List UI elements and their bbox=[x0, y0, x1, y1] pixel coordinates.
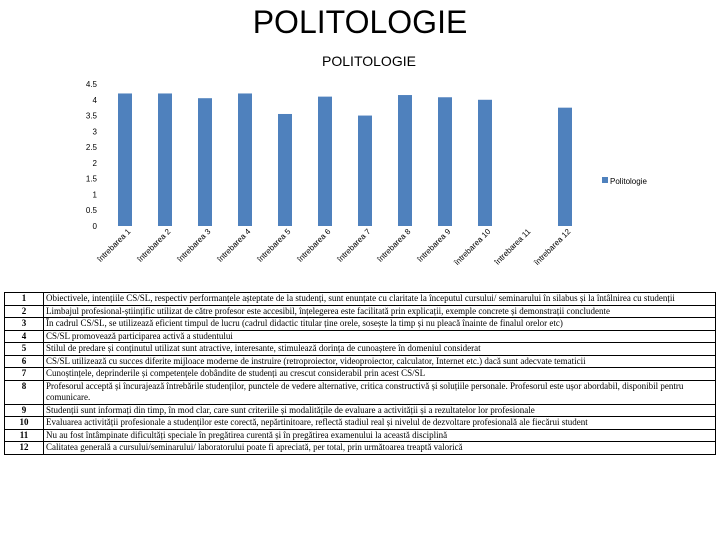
page-title: POLITOLOGIE bbox=[252, 4, 468, 40]
question-text: Profesorul acceptă și încurajează întrebările studenților, punctele de vedere alternative, critica constructivă și soluțiile personale. Profesorul este ușor abordabil, disponibil pentru comunicare. bbox=[44, 380, 716, 404]
question-number: 3 bbox=[5, 318, 44, 331]
x-tick-label: întrebarea 3 bbox=[175, 227, 213, 264]
table-row bbox=[5, 293, 716, 306]
x-axis-labels bbox=[95, 227, 573, 268]
legend-label: Politologie bbox=[610, 177, 647, 186]
question-number: 12 bbox=[5, 442, 44, 455]
question-number: 2 bbox=[5, 305, 44, 318]
bar bbox=[358, 116, 372, 226]
y-tick-label: 1 bbox=[92, 190, 97, 200]
table-row bbox=[5, 442, 716, 455]
x-tick-label: întrebarea 6 bbox=[295, 227, 333, 264]
question-text: Nu au fost întâmpinate dificultăți speciale în pregătirea curentă și în pregătirea examenului la această disciplină bbox=[44, 429, 716, 442]
x-tick-label: întrebarea 11 bbox=[492, 227, 533, 267]
table-row bbox=[5, 343, 716, 356]
y-tick-label: 1.5 bbox=[85, 174, 97, 184]
table-row bbox=[5, 355, 716, 368]
question-number: 5 bbox=[5, 343, 44, 356]
table-row bbox=[5, 368, 716, 381]
x-tick-label: întrebarea 8 bbox=[375, 227, 413, 264]
questions-table bbox=[4, 292, 716, 455]
bar bbox=[198, 98, 212, 226]
question-text: Calitatea generală a cursului/seminarului/ laboratorului poate fi apreciată, per total, prin următoarea treaptă valorică bbox=[44, 442, 716, 455]
question-text: Cunoștințele, deprinderile și competențele dobândite de studenți au crescut considerabil prin acest CS/SL bbox=[44, 368, 716, 381]
y-axis bbox=[86, 80, 98, 231]
x-tick-label: întrebarea 9 bbox=[415, 227, 453, 264]
question-text: Evaluarea activității profesionale a studenților este corectă, nepărtinitoare, reflectă stadiul real și nivelul de dezvoltare profesională ale fiecărui student bbox=[44, 417, 716, 430]
bar bbox=[118, 93, 132, 226]
question-number: 7 bbox=[5, 368, 44, 381]
question-text: CS/SL promovează participarea activă a studentului bbox=[44, 330, 716, 343]
y-tick-label: 0.5 bbox=[85, 206, 97, 216]
question-text: CS/SL utilizează cu succes diferite mijloace moderne de instruire (retroproiector, videoproiector, calculator, Internet etc.) dacă sunt adecvate tematicii bbox=[44, 355, 716, 368]
x-tick-label: întrebarea 1 bbox=[95, 227, 133, 264]
question-number: 4 bbox=[5, 330, 44, 343]
question-number: 9 bbox=[5, 404, 44, 417]
x-tick-label: întrebarea 5 bbox=[255, 227, 293, 264]
question-text: Obiectivele, intențiile CS/SL, respectiv performanțele așteptate de la studenți, sunt enunțate cu claritate la începutul cursului/ seminarului în silabus și la întâlnirea cu studenții bbox=[44, 293, 716, 306]
question-number: 11 bbox=[5, 429, 44, 442]
y-tick-label: 0 bbox=[92, 222, 97, 231]
bar bbox=[278, 114, 292, 226]
table-row bbox=[5, 330, 716, 343]
question-number: 10 bbox=[5, 417, 44, 430]
question-number: 1 bbox=[5, 293, 44, 306]
legend bbox=[602, 177, 647, 186]
question-number: 6 bbox=[5, 355, 44, 368]
table-row bbox=[5, 417, 716, 430]
bar bbox=[238, 93, 252, 226]
x-tick-label: întrebarea 7 bbox=[335, 227, 373, 264]
y-tick-label: 2.5 bbox=[85, 143, 97, 153]
table-row bbox=[5, 404, 716, 417]
question-text: Studenții sunt informați din timp, în mod clar, care sunt criteriile și modalitățile de evaluare a activității și a rezultatelor lor profesionale bbox=[44, 404, 716, 417]
bars bbox=[118, 93, 572, 226]
table-row bbox=[5, 318, 716, 331]
x-tick-label: întrebarea 10 bbox=[452, 227, 493, 268]
y-tick-label: 2 bbox=[92, 158, 97, 168]
y-tick-label: 3 bbox=[92, 127, 97, 137]
table-row bbox=[5, 380, 716, 404]
bar bbox=[478, 100, 492, 226]
question-text: Stilul de predare și conținutul utilizat sunt atractive, interesante, stimulează dorința de cunoaștere în domeniul considerat bbox=[44, 343, 716, 356]
bar bbox=[398, 95, 412, 226]
question-text: În cadrul CS/SL, se utilizează eficient timpul de lucru (cadrul didactic titular ține orele, sosește la timp și nu pleacă înainte de finalul orelor etc) bbox=[44, 318, 716, 331]
x-tick-label: întrebarea 12 bbox=[532, 227, 573, 268]
bar bbox=[438, 97, 452, 226]
table-row bbox=[5, 305, 716, 318]
bar bbox=[558, 108, 572, 226]
x-tick-label: întrebarea 2 bbox=[135, 227, 173, 264]
question-number: 8 bbox=[5, 380, 44, 404]
chart-title: POLITOLOGIE bbox=[322, 53, 416, 69]
bar bbox=[158, 93, 172, 226]
y-tick-label: 4.5 bbox=[85, 80, 97, 89]
y-tick-label: 4 bbox=[92, 95, 97, 105]
bar bbox=[318, 97, 332, 226]
legend-swatch bbox=[602, 177, 608, 183]
question-text: Limbajul profesional-științific utilizat de către profesor este accesibil, înțelegerea este facilitată prin explicații, exemple concrete și demonstrații concludente bbox=[44, 305, 716, 318]
table-row bbox=[5, 429, 716, 442]
x-tick-label: întrebarea 4 bbox=[215, 227, 253, 264]
bar-chart bbox=[0, 46, 720, 290]
y-tick-label: 3.5 bbox=[85, 111, 97, 121]
